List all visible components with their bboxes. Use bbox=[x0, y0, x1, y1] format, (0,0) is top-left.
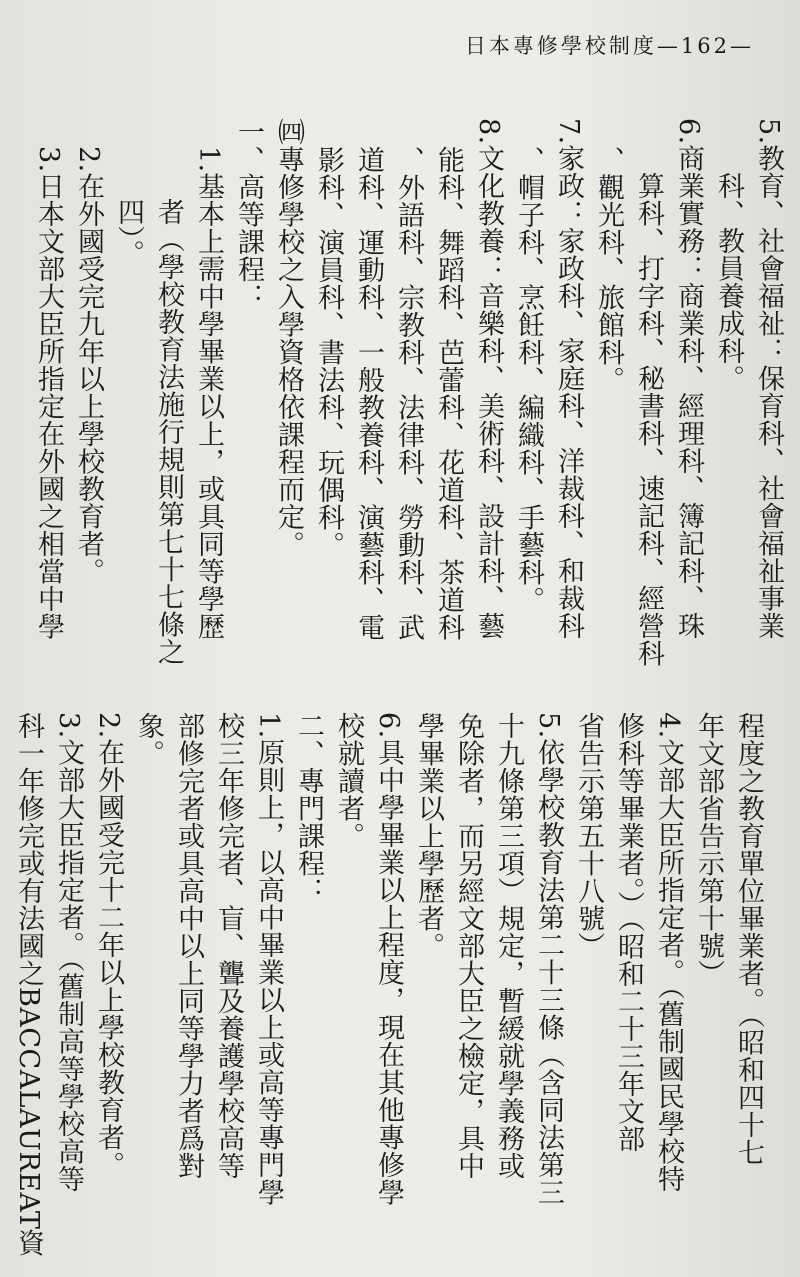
text-column: 象。 bbox=[133, 712, 164, 767]
text-column: 5.教育、社會福祉：保育科、社會福祉事業 bbox=[753, 118, 784, 640]
text-column: 8.文化教養：音樂科、美術科、設計科、藝 bbox=[473, 118, 504, 640]
text-column: 程度之教育單位畢業者。（昭和四十七 bbox=[733, 712, 764, 1166]
bottom-text-block bbox=[2, 712, 764, 1257]
text-column: 免除者，而另經文部大臣之檢定，具中 bbox=[453, 712, 484, 1180]
text-column: 6.商業實務：商業科、經理科、簿記科、珠 bbox=[673, 118, 704, 640]
text-column: 十九條第三項）規定，暫緩就學義務或 bbox=[493, 712, 524, 1180]
text-column: 學畢業以上學歷者。 bbox=[413, 712, 444, 960]
text-column: 7.家政：家政科、家庭科、洋裁科、和裁科 bbox=[553, 118, 584, 640]
text-column: 1.基本上需中學畢業以上，或具同等學歷 bbox=[193, 146, 224, 641]
text-column: ㈣專修學校之入學資格依課程而定。 bbox=[273, 118, 304, 558]
text-column: 4.文部大臣所指定者。（舊制國民學校特 bbox=[653, 712, 684, 1193]
text-column: 6.具中學畢業以上程度，現在其他專修學 bbox=[373, 712, 404, 1207]
text-column: 1.原則上，以高中畢業以上或高等專門學 bbox=[253, 712, 284, 1207]
text-column: 修科等畢業者。）（昭和二十三年文部 bbox=[613, 712, 644, 1153]
text-column: 者（學校教育法施行規則第七十七條之 bbox=[153, 198, 184, 666]
text-column: 四）。 bbox=[113, 198, 144, 267]
text-column: 一、高等課程： bbox=[233, 118, 264, 311]
text-column: 5.依學校教育法第二十三條（含同法第三 bbox=[533, 712, 564, 1207]
text-column: 能科、舞蹈科、芭蕾科、花道科、茶道科 bbox=[433, 146, 464, 641]
page-header: 日本專修學校制度—162— bbox=[464, 34, 754, 58]
text-column: 3.日本文部大臣所指定在外國之相當中學 bbox=[33, 146, 64, 641]
text-column: 科一年修完或有法國之BACCALAUREAT資 bbox=[13, 712, 44, 1257]
text-column: 影科、演員科、書法科、玩偶科。 bbox=[313, 146, 344, 559]
text-column: 2.在外國受完十二年以上學校教育者。 bbox=[93, 712, 124, 1179]
top-text-block bbox=[22, 118, 784, 667]
text-column: 道科、運動科、一般教養科、演藝科、電 bbox=[353, 146, 384, 641]
text-column: 、觀光科、旅館科。 bbox=[593, 146, 624, 394]
text-column: 校三年修完者、盲、聾及養護學校高等 bbox=[213, 712, 244, 1180]
text-column: 科、教員養成科。 bbox=[713, 172, 744, 392]
text-column: 3.文部大臣指定者。（舊制高等學校高等 bbox=[53, 712, 84, 1193]
text-column: 部修完者或具高中以上同等學力者爲對 bbox=[173, 712, 204, 1180]
text-column: 年文部省告示第十號） bbox=[693, 712, 724, 987]
text-column: 算科、打字科、秘書科、速記科、經營科 bbox=[633, 172, 664, 667]
text-column: 省告示第五十八號） bbox=[573, 712, 604, 960]
text-column: 、外語科、宗教科、法律科、勞動科、武 bbox=[393, 146, 424, 641]
text-column: 、帽子科、烹飪科、編織科、手藝科。 bbox=[513, 146, 544, 614]
text-column: 二、專門課程： bbox=[293, 712, 324, 905]
text-column: 2.在外國受完九年以上學校教育者。 bbox=[73, 146, 104, 586]
text-column: 校就讀者。 bbox=[333, 712, 364, 850]
